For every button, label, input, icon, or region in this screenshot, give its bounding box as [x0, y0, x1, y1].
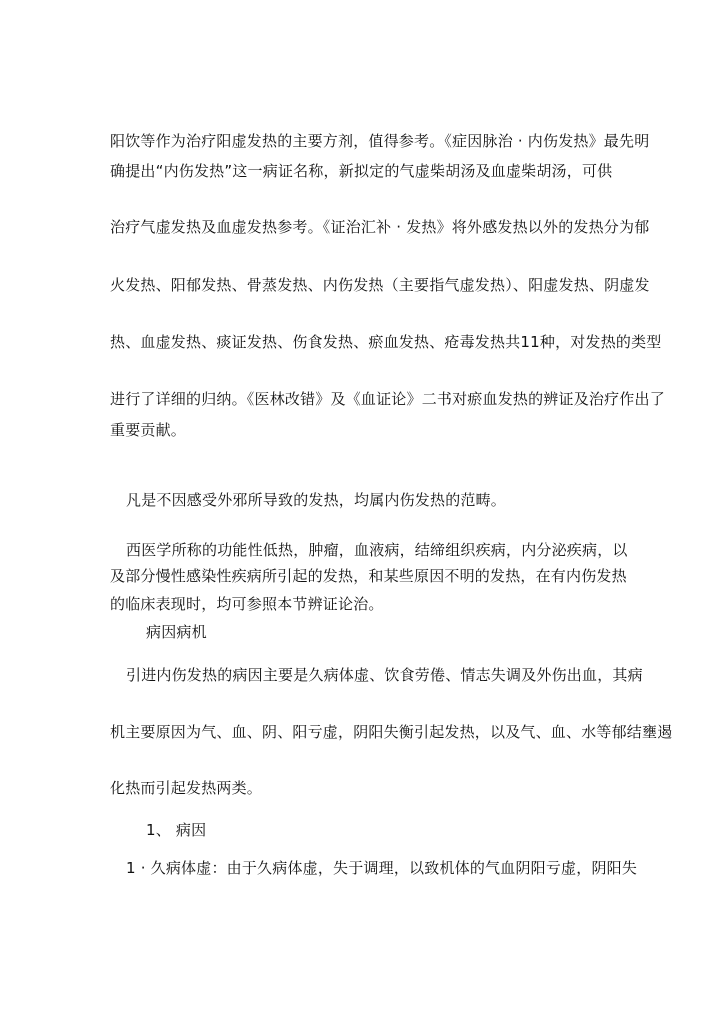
paragraph-line: 引进内伤发热的病因主要是久病体虚、饮食劳倦、情志失调及外伤出血，其病 [126, 666, 643, 684]
paragraph-line: 凡是不因感受外邪所导致的发热，均属内伤发热的范畴。 [126, 491, 507, 509]
paragraph-line: 治疗气虚发热及血虚发热参考。《证治汇补 · 发热》将外感发热以外的发热分为郁 [110, 218, 650, 236]
paragraph-line: 及部分慢性感染性疾病所引起的发热，和某些原因不明的发热，在有内伤发热 [110, 567, 627, 585]
section-heading: 病因病机 [146, 623, 207, 641]
subsection-heading: 1、 病因 [146, 821, 207, 839]
paragraph-line: 火发热、阳郁发热、骨蒸发热、内伤发热（主要指气虚发热）、阳虚发热、阴虚发 [110, 276, 650, 294]
paragraph-line: 1 · 久病体虚：由于久病体虚，失于调理，以致机体的气血阴阳亏虚，阴阳失 [126, 859, 638, 877]
paragraph-line: 确提出“内伤发热”这一病证名称，新拟定的气虚柴胡汤及血虚柴胡汤，可供 [110, 162, 613, 180]
paragraph-line: 进行了详细的归纳。《医林改错》及《血证论》二书对瘀血发热的辨证及治疗作出了 [110, 390, 665, 408]
paragraph-line: 的临床表现时，均可参照本节辨证论治。 [110, 595, 384, 613]
paragraph-line: 西医学所称的功能性低热，肿瘤，血液病，结缔组织疾病，内分泌疾病，以 [126, 541, 628, 559]
paragraph-line: 热、血虚发热、痰证发热、伤食发热、瘀血发热、疮毒发热共11种，对发热的类型 [110, 333, 662, 351]
paragraph-line: 阳饮等作为治疗阳虚发热的主要方剂，值得参考。《症因脉治 · 内伤发热》最先明 [110, 132, 650, 150]
paragraph-line: 机主要原因为气、血、阴、阳亏虚，阴阳失衡引起发热，以及气、血、水等郁结壅遏 [110, 723, 673, 741]
paragraph-line: 重要贡献。 [110, 421, 187, 439]
paragraph-line: 化热而引起发热两类。 [110, 779, 263, 797]
